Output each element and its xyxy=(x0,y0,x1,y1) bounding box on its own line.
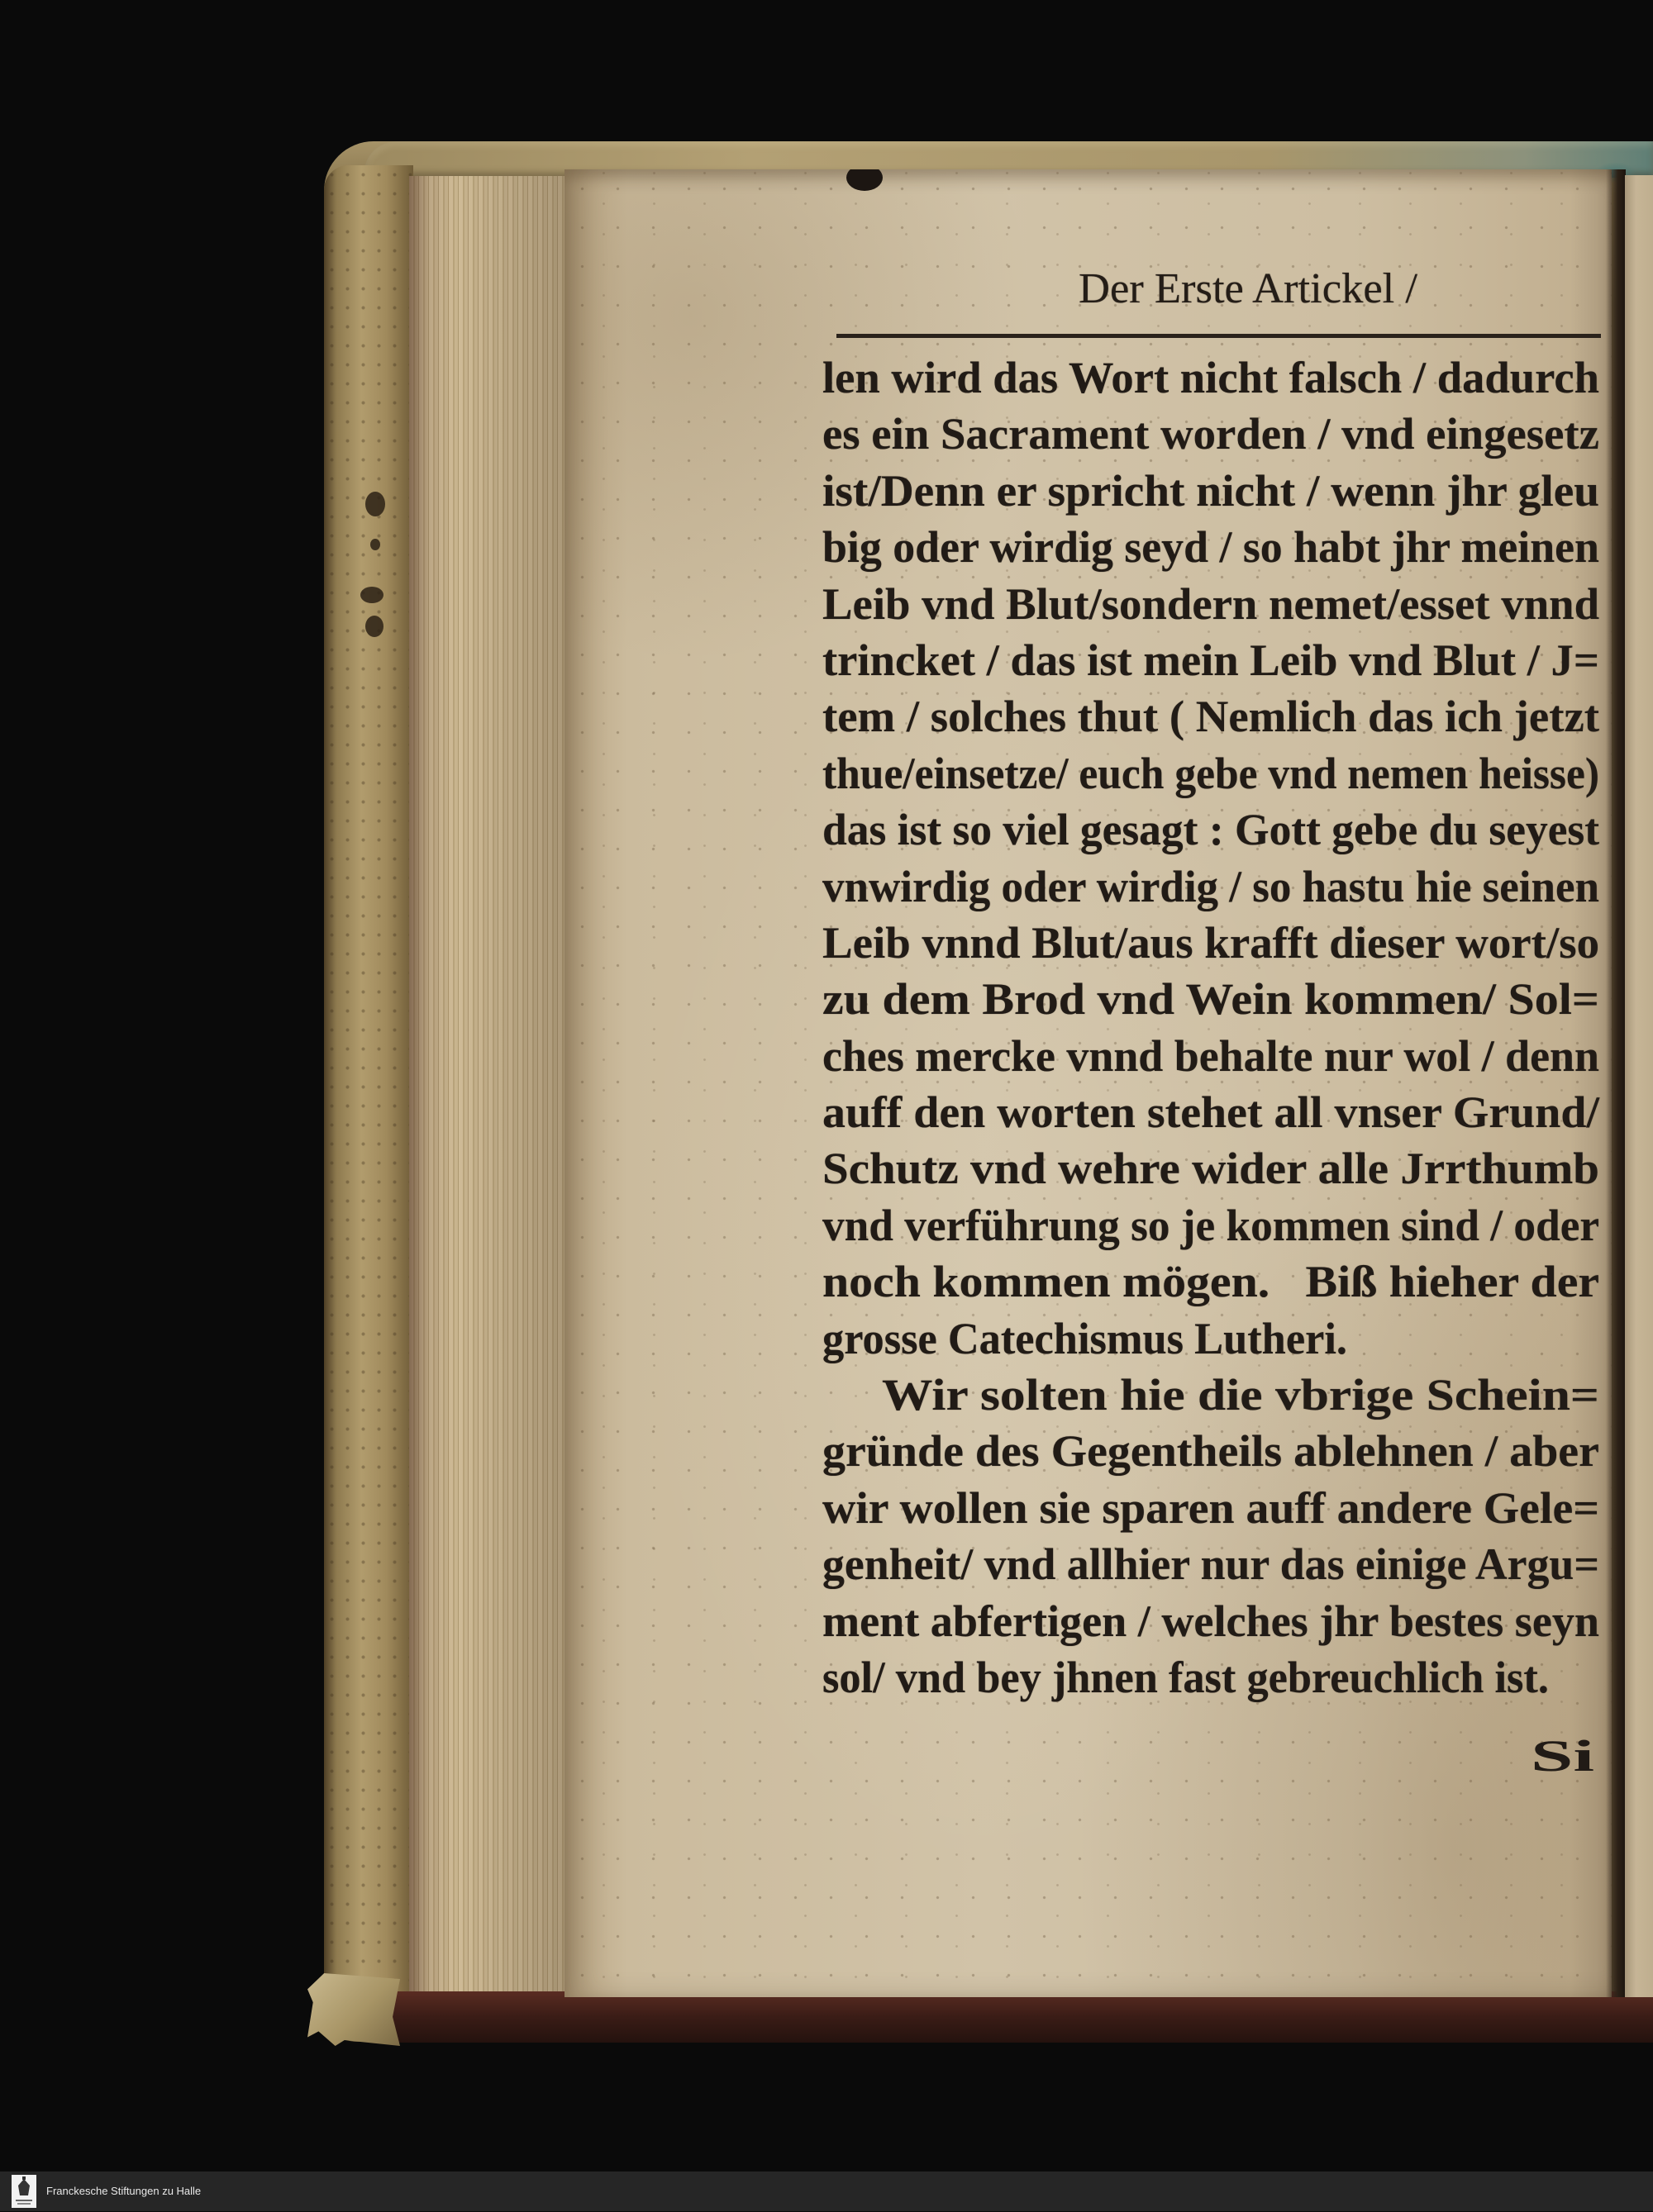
line-text: Schutz vnd wehre wider alle Jrrthumb xyxy=(822,1144,1600,1194)
text-line-03 xyxy=(822,463,1599,519)
line-text: genheit/ vnd allhier nur das einige Argu= xyxy=(822,1539,1599,1590)
running-head xyxy=(1079,261,1417,317)
catchword-text: Si xyxy=(1531,1731,1594,1781)
text-line-16 xyxy=(822,1197,1599,1253)
cover-side-strip xyxy=(324,165,413,2004)
text-line-08 xyxy=(822,745,1599,802)
catchword xyxy=(1531,1728,1594,1784)
text-line-22 xyxy=(822,1536,1599,1592)
line-text: es ein Sacrament worden / vnd eingesetz xyxy=(822,409,1599,459)
line-text: vnwirdig oder wirdig / so hastu hie seinen xyxy=(822,861,1600,911)
line-text: Leib vnnd Blut/aus krafft dieser wort/so xyxy=(822,917,1600,968)
line-text: noch kommen mögen. Biß hieher der xyxy=(822,1257,1600,1307)
line-text: ches mercke vnnd behalte nur wol / denn xyxy=(822,1030,1600,1081)
text-line-17 xyxy=(822,1253,1599,1310)
line-text: thue/einsetze/ euch gebe vnd nemen heisse) xyxy=(822,748,1599,798)
institution-name: Franckesche Stiftungen zu Halle xyxy=(46,2185,202,2197)
line-text: zu dem Brod vnd Wein kommen/ Sol= xyxy=(822,974,1599,1025)
text-block xyxy=(822,350,1599,1705)
text-line-21 xyxy=(822,1480,1599,1536)
text-line-04 xyxy=(822,519,1599,575)
spine-ornament xyxy=(365,492,385,516)
text-line-20 xyxy=(822,1423,1599,1479)
frayed-cover-corner xyxy=(307,1973,400,2046)
text-line-23 xyxy=(822,1593,1599,1649)
text-line-02 xyxy=(822,406,1599,462)
spine-ornament xyxy=(365,616,383,637)
text-line-09 xyxy=(822,802,1599,858)
page-top-notch xyxy=(846,169,883,191)
line-text: big oder wirdig seyd / so habt jhr meinen xyxy=(822,522,1599,573)
spine-ornament xyxy=(360,587,383,603)
line-text: auff den worten stehet all vnser Grund/ xyxy=(822,1087,1599,1138)
line-text: gründe des Gegentheils ablehnen / aber xyxy=(822,1426,1599,1477)
line-text: wir wollen sie sparen auff andere Gele= xyxy=(822,1482,1600,1533)
institution-logo-icon xyxy=(12,2175,36,2208)
line-text: grosse Catechismus Lutheri. xyxy=(822,1313,1347,1363)
text-line-07 xyxy=(822,688,1599,744)
page-bottom-edge xyxy=(347,1991,1653,2043)
gutter-shadow xyxy=(1606,169,1626,1997)
footer-bar xyxy=(0,2172,1653,2211)
text-line-15 xyxy=(822,1140,1599,1196)
line-text: len wird das Wort nicht falsch / dadurch xyxy=(822,353,1599,402)
running-head-text: Der Erste Artickel / xyxy=(1079,265,1418,312)
text-line-13 xyxy=(822,1028,1599,1084)
line-text: tem / solches thut ( Nemlich das ich jetzt xyxy=(822,692,1600,742)
header-rule xyxy=(836,334,1601,338)
line-text: das ist so viel gesagt : Gott gebe du seyest xyxy=(822,805,1600,855)
line-text: sol/ vnd bey jhnen fast gebreuchlich ist. xyxy=(822,1652,1549,1702)
page-block-edges xyxy=(409,176,566,1994)
text-line-05 xyxy=(822,576,1599,632)
text-line-19 xyxy=(882,1367,1599,1423)
text-line-01 xyxy=(822,350,1599,406)
line-text: ist/Denn er spricht nicht / wenn jhr gleu xyxy=(822,465,1600,516)
book-page xyxy=(564,169,1612,1997)
line-text: ment abfertigen / welches jhr bestes seyn xyxy=(822,1596,1600,1646)
line-text: Wir solten hie die vbrige Schein= xyxy=(882,1370,1599,1420)
text-line-06 xyxy=(822,632,1599,688)
facing-page-edge xyxy=(1625,175,1653,1997)
line-text: Leib vnd Blut/sondern nemet/esset vnnd xyxy=(822,578,1600,629)
text-line-18 xyxy=(822,1311,1347,1367)
text-line-24 xyxy=(822,1649,1549,1705)
text-line-10 xyxy=(822,859,1599,915)
text-line-14 xyxy=(822,1084,1599,1140)
text-line-12 xyxy=(822,971,1599,1027)
spine-ornament xyxy=(370,539,380,550)
line-text: trincket / das ist mein Leib vnd Blut / J= xyxy=(822,635,1599,685)
text-line-11 xyxy=(822,915,1599,971)
line-text: vnd verführung so je kommen sind / oder xyxy=(822,1200,1600,1250)
